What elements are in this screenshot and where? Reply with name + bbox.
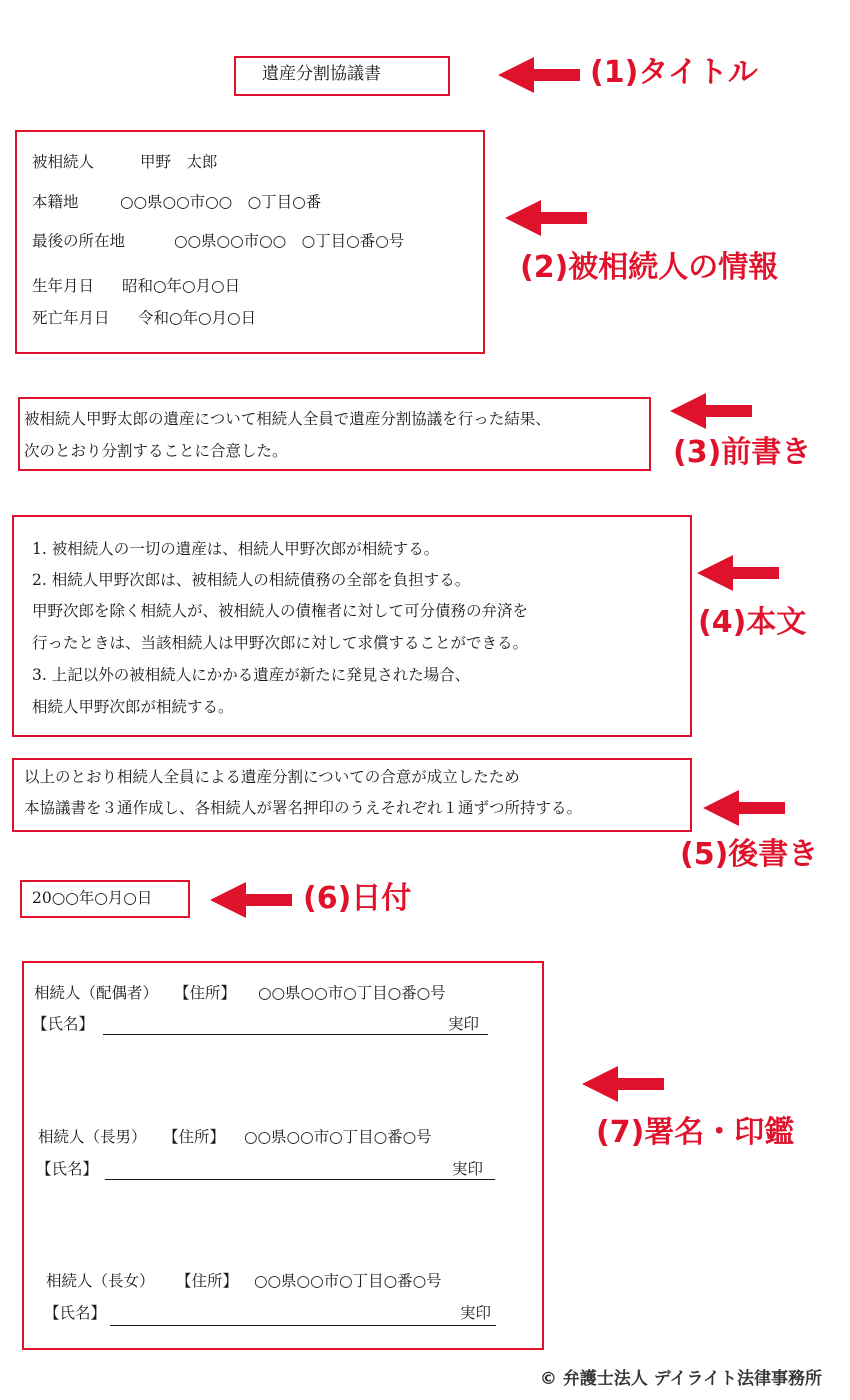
heir-3-address: ○○県○○市○丁目○番○号 xyxy=(254,1272,442,1290)
domicile-value: ○○県○○市○○ ○丁目○番 xyxy=(120,193,322,211)
heir-2-address-label: 【住所】 xyxy=(163,1128,226,1146)
postscript-line-2: 本協議書を３通作成し、各相続人が署名押印のうえそれぞれ１通ずつ所持する。 xyxy=(24,799,583,817)
body-line-5: 3. 上記以外の被相続人にかかる遺産が新たに発見された場合、 xyxy=(32,666,471,684)
birth-date-label: 生年月日 xyxy=(32,277,95,295)
copyright-notice: © 弁護士法人 デイライト法律事務所 xyxy=(539,1369,822,1389)
document-title: 遺産分割協議書 xyxy=(262,64,381,84)
heir-2-address: ○○県○○市○丁目○番○号 xyxy=(244,1128,432,1146)
left-arrow-icon xyxy=(505,200,587,236)
label-date: (6)日付 xyxy=(303,881,412,916)
label-title: (1)タイトル xyxy=(590,55,758,90)
heir-3-name-line xyxy=(110,1325,496,1326)
label-body: (4)本文 xyxy=(698,605,807,640)
left-arrow-icon xyxy=(210,882,292,918)
preamble-line-1: 被相続人甲野太郎の遺産について相続人全員で遺産分割協議を行った結果、 xyxy=(24,410,551,428)
heir-2-name-line xyxy=(105,1179,495,1180)
last-address-label: 最後の所在地 xyxy=(32,232,126,250)
death-date-value: 令和○年○月○日 xyxy=(138,309,257,327)
left-arrow-icon xyxy=(498,57,580,93)
heir-3-name-label: 【氏名】 xyxy=(44,1304,107,1322)
heir-1-title: 相続人（配偶者） xyxy=(34,984,159,1002)
left-arrow-icon xyxy=(703,790,785,826)
heir-1-seal: 実印 xyxy=(448,1015,480,1033)
label-postscript: (5)後書き xyxy=(680,837,819,872)
heir-2-title: 相続人（長男） xyxy=(38,1128,147,1146)
birth-date-value: 昭和○年○月○日 xyxy=(122,277,241,295)
heir-1-name-label: 【氏名】 xyxy=(32,1015,95,1033)
label-preamble: (3)前書き xyxy=(673,435,812,470)
left-arrow-icon xyxy=(670,393,752,429)
decedent-name: 甲野 太郎 xyxy=(140,153,218,171)
body-line-2: 2. 相続人甲野次郎は、被相続人の相続債務の全部を負担する。 xyxy=(32,571,471,589)
body-line-4: 行ったときは、当該相続人は甲野次郎に対して求償することができる。 xyxy=(32,634,529,652)
domicile-label: 本籍地 xyxy=(32,193,79,211)
heir-3-seal: 実印 xyxy=(460,1304,492,1322)
body-line-1: 1. 被相続人の一切の遺産は、相続人甲野次郎が相続する。 xyxy=(32,540,440,558)
label-decedent-info: (2)被相続人の情報 xyxy=(520,250,779,285)
postscript-line-1: 以上のとおり相続人全員による遺産分割についての合意が成立したため xyxy=(24,768,520,786)
decedent-name-label: 被相続人 xyxy=(32,153,95,171)
heir-2-name-label: 【氏名】 xyxy=(36,1160,99,1178)
body-line-6: 相続人甲野次郎が相続する。 xyxy=(32,698,234,716)
preamble-line-2: 次のとおり分割することに合意した。 xyxy=(24,442,288,460)
heir-1-address-label: 【住所】 xyxy=(174,984,237,1002)
date-value: 20○○年○月○日 xyxy=(32,889,153,907)
heir-3-title: 相続人（長女） xyxy=(46,1272,155,1290)
heir-1-name-line xyxy=(103,1034,488,1035)
heir-1-address: ○○県○○市○丁目○番○号 xyxy=(258,984,446,1002)
left-arrow-icon xyxy=(582,1066,664,1102)
label-signature: (7)署名・印鑑 xyxy=(596,1115,795,1150)
last-address-value: ○○県○○市○○ ○丁目○番○号 xyxy=(174,232,405,250)
body-line-3: 甲野次郎を除く相続人が、被相続人の債権者に対して可分債務の弁済を xyxy=(32,602,529,620)
death-date-label: 死亡年月日 xyxy=(32,309,110,327)
left-arrow-icon xyxy=(697,555,779,591)
heir-3-address-label: 【住所】 xyxy=(176,1272,239,1290)
heir-2-seal: 実印 xyxy=(452,1160,484,1178)
